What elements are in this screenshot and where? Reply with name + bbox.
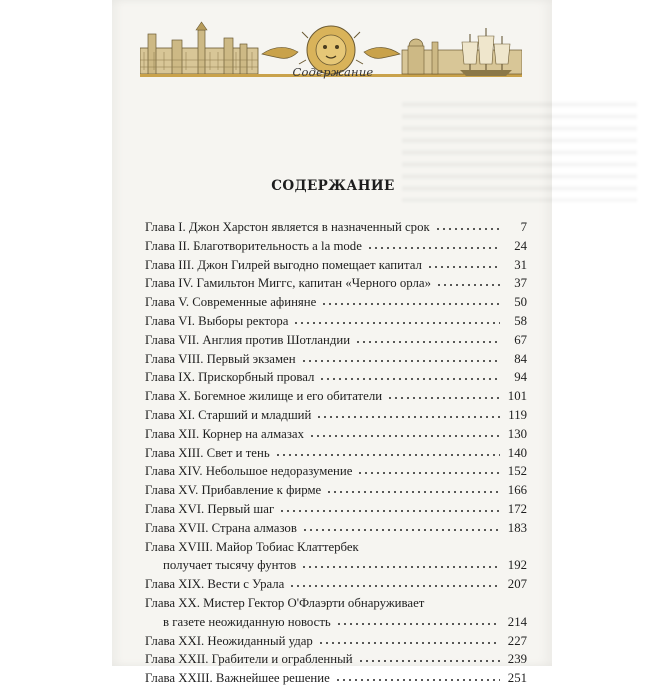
toc-entry-page: 50 [514, 295, 527, 310]
toc-entry-title: Глава XIV. Небольшое недоразумение [145, 464, 353, 479]
toc-entry-title: Глава XV. Прибавление к фирме [145, 483, 322, 498]
toc-entry-page: 214 [507, 614, 527, 629]
toc-entry-title: Глава VIII. Первый экзамен [145, 351, 296, 366]
header-illustration [140, 20, 522, 90]
dot-leader [289, 584, 500, 588]
toc-entry-title: Глава IV. Гамильтон Миггс, капитан «Черного орла» [145, 276, 431, 291]
toc-entry [145, 462, 527, 481]
toc-entry-page: 58 [514, 313, 527, 328]
dot-leader [318, 641, 500, 645]
toc-entry [145, 256, 527, 275]
toc-entry [145, 481, 527, 500]
running-header: Содержание [292, 65, 374, 79]
toc-entry-title: Глава VII. Англия против Шотландии [145, 332, 351, 347]
toc-entry-title: Глава XVII. Страна алмазов [145, 520, 297, 535]
dot-leader [316, 415, 500, 419]
toc-entry [145, 613, 527, 632]
dot-leader [436, 283, 500, 287]
dot-leader [301, 359, 500, 363]
dot-leader [387, 396, 500, 400]
toc-entry [145, 650, 527, 669]
toc-entry-page: 94 [514, 370, 527, 385]
toc-entry-title: Глава XXIII. Важнейшее решение [145, 671, 330, 686]
dot-leader [275, 453, 500, 457]
dot-leader [302, 528, 500, 532]
dot-leader [309, 434, 500, 438]
toc-entry-title: Глава XI. Старший и младший [145, 407, 312, 422]
toc-entry-page: 172 [507, 501, 527, 516]
toc-entry-page: 183 [507, 520, 527, 535]
toc-entry [145, 538, 527, 557]
toc-entry-page: 192 [507, 558, 527, 573]
toc-entry-title: Глава VI. Выборы ректора [145, 313, 289, 328]
toc-entry-title: Глава XIX. Вести с Урала [145, 577, 285, 592]
toc-entry-title: Глава II. Благотворительность a la mode [145, 238, 362, 253]
toc-entry [145, 406, 527, 425]
toc-entry [145, 237, 527, 256]
toc-entry-page: 24 [514, 238, 527, 253]
toc-entry-page: 101 [507, 389, 527, 404]
dot-leader [279, 509, 500, 513]
dot-leader [321, 302, 500, 306]
toc-entry [145, 274, 527, 293]
toc-entry-title: Глава XXI. Неожиданный удар [145, 633, 313, 648]
toc-entry-title: Глава XVI. Первый шаг [145, 501, 275, 516]
toc-entry-page: 239 [507, 652, 527, 667]
toc-entry [145, 312, 527, 331]
dot-leader [435, 227, 500, 231]
dot-leader [335, 678, 500, 682]
toc-entry-title: Глава III. Джон Гилрей выгодно помещает капитал [145, 257, 422, 272]
toc-entry [145, 556, 527, 575]
toc-entry [145, 368, 527, 387]
toc-entry-title: Глава XIII. Свет и тень [145, 445, 270, 460]
toc-entry-title: Глава V. Современные афиняне [145, 295, 317, 310]
dot-leader [427, 265, 500, 269]
toc-entry-title: Глава XXII. Грабители и ограбленный [145, 652, 353, 667]
toc-entry [145, 331, 527, 350]
toc-entry-page: 84 [514, 351, 527, 366]
dot-leader [326, 490, 500, 494]
toc-entry [145, 500, 527, 519]
toc-entry-page: 37 [514, 276, 527, 291]
dot-leader [357, 471, 500, 475]
toc-entry-page: 119 [508, 407, 527, 422]
toc-entry-title: Глава XX. Мистер Гектор О'Флаэрти обнаруживает [145, 595, 425, 610]
toc-entry-title: Глава I. Джон Харстон является в назначенный срок [145, 220, 430, 234]
toc-entry [145, 519, 527, 538]
toc-entry-page: 227 [507, 633, 527, 648]
toc-entry [145, 218, 527, 237]
toc-entry-page: 7 [520, 220, 527, 234]
table-of-contents [145, 218, 527, 688]
toc-entry-page: 140 [507, 445, 527, 460]
dot-leader [293, 321, 500, 325]
toc-entry-title: Глава XVIII. Майор Тобиас Клаттербек [145, 539, 359, 554]
toc-entry [145, 669, 527, 688]
toc-entry-page: 31 [514, 257, 527, 272]
toc-entry [145, 632, 527, 651]
dot-leader [355, 340, 500, 344]
toc-entry [145, 293, 527, 312]
toc-entry [145, 575, 527, 594]
dot-leader [358, 659, 500, 663]
toc-entry [145, 387, 527, 406]
toc-entry-title: Глава X. Богемное жилище и его обитатели [145, 389, 383, 404]
dot-leader [301, 565, 500, 569]
toc-entry-title: Глава XII. Корнер на алмазах [145, 426, 304, 441]
toc-entry-title: Глава IX. Прискорбный провал [145, 370, 315, 385]
dot-leader [319, 377, 500, 381]
toc-entry [145, 444, 527, 463]
toc-entry-title: в газете неожиданную новость [163, 614, 331, 629]
toc-entry [145, 425, 527, 444]
toc-entry-page: 130 [507, 426, 527, 441]
toc-entry-page: 67 [514, 332, 527, 347]
toc-entry-title: получает тысячу фунтов [163, 558, 297, 573]
dot-leader [367, 246, 500, 250]
toc-entry [145, 350, 527, 369]
toc-title: СОДЕРЖАНИЕ [271, 178, 395, 194]
toc-entry [145, 594, 527, 613]
toc-entry-page: 251 [507, 671, 527, 686]
toc-entry-page: 207 [507, 577, 527, 592]
dot-leader [336, 622, 500, 626]
toc-entry-page: 166 [507, 483, 527, 498]
toc-entry-page: 152 [507, 464, 527, 479]
